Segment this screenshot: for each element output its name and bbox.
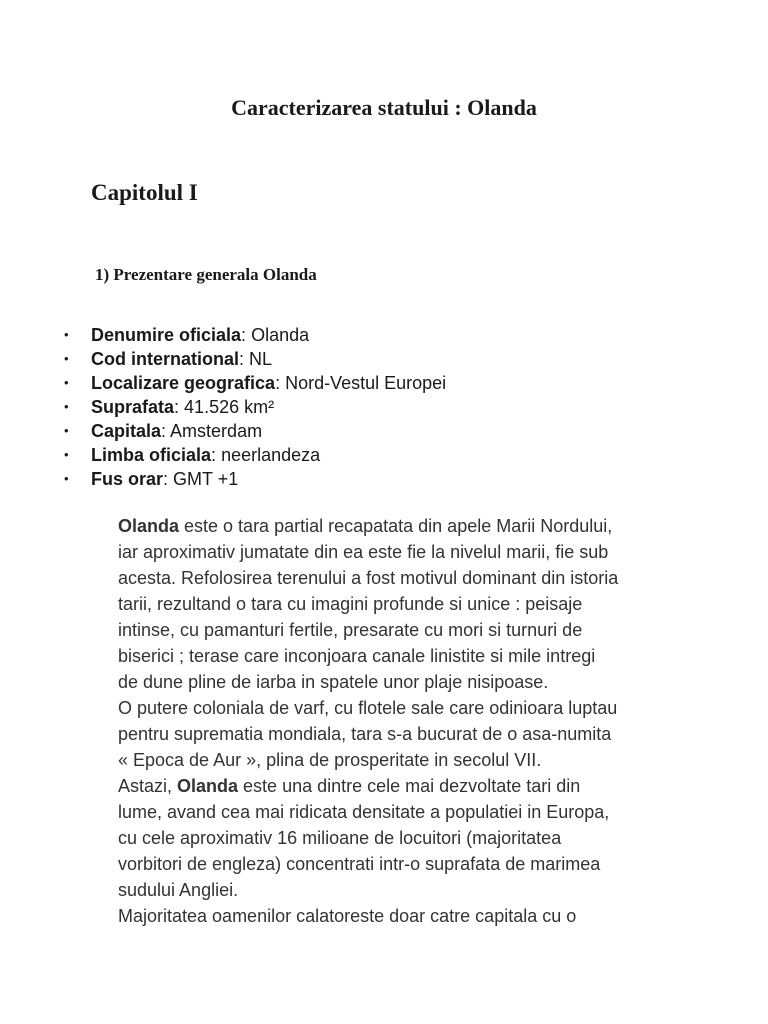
- fact-value: NL: [249, 349, 273, 369]
- intro-paragraph: [118, 513, 698, 929]
- fact-separator: :: [161, 421, 171, 441]
- fact-item: [91, 323, 446, 347]
- fact-value: Amsterdam: [170, 421, 263, 441]
- paragraph-line: pentru suprematia mondiala, tara s-a bucurat de o asa-numita: [118, 724, 612, 744]
- fact-key: Fus orar: [91, 469, 164, 489]
- paragraph-line: iar aproximativ jumatate din ea este fie la nivelul marii, fie sub: [118, 542, 609, 562]
- fact-key: Denumire oficiala: [91, 325, 242, 345]
- fact-item: [91, 371, 446, 395]
- fact-value: 41.526 km²: [184, 397, 275, 417]
- paragraph-line: de dune pline de iarba in spatele unor plaje nisipoase.: [118, 672, 549, 692]
- fact-item: [91, 395, 446, 419]
- paragraph-line: O putere coloniala de varf, cu flotele sale care odinioara luptau: [118, 698, 618, 718]
- paragraph-line: Majoritatea oamenilor calatoreste doar catre capitala cu o: [118, 906, 577, 926]
- fact-item: [91, 419, 446, 443]
- fact-key: Limba oficiala: [91, 445, 212, 465]
- fact-separator: :: [163, 469, 174, 489]
- country-name: Olanda: [177, 776, 239, 796]
- paragraph-line: vorbitori de engleza) concentrati intr-o suprafata de marimea: [118, 854, 601, 874]
- page-title: Caracterizarea statului : Olanda: [231, 95, 537, 120]
- facts-list: [91, 323, 446, 491]
- paragraph-line: biserici ; terase care inconjoara canale linistite si mile intregi: [118, 646, 596, 666]
- fact-key: Suprafata: [91, 397, 175, 417]
- fact-value: Olanda: [251, 325, 310, 345]
- fact-key: Localizare geografica: [91, 373, 276, 393]
- country-name: Olanda: [118, 516, 180, 536]
- fact-key: Cod international: [91, 349, 239, 369]
- paragraph-line: intinse, cu pamanturi fertile, presarate cu mori si turnuri de: [118, 620, 583, 640]
- paragraph-line: sudului Angliei.: [118, 880, 239, 900]
- section-title: 1) Prezentare generala Olanda: [95, 265, 317, 284]
- paragraph-line: tarii, rezultand o tara cu imagini profunde si unice : peisaje: [118, 594, 583, 614]
- chapter-title: Capitolul I: [91, 180, 198, 205]
- paragraph-line: Olanda este o tara partial recapatata din apele Marii Nordului,: [118, 516, 613, 536]
- fact-item: [91, 467, 446, 491]
- fact-item: [91, 443, 446, 467]
- fact-separator: :: [275, 373, 286, 393]
- fact-item: [91, 347, 446, 371]
- fact-separator: :: [174, 397, 185, 417]
- fact-value: neerlandeza: [221, 445, 321, 465]
- paragraph-line: Astazi, Olanda este una dintre cele mai dezvoltate tari din: [118, 776, 581, 796]
- paragraph-line: « Epoca de Aur », plina de prosperitate in secolul VII.: [118, 750, 542, 770]
- fact-value: Nord-Vestul Europei: [285, 373, 447, 393]
- fact-separator: :: [211, 445, 222, 465]
- fact-key: Capitala: [91, 421, 162, 441]
- fact-separator: :: [241, 325, 252, 345]
- fact-separator: :: [239, 349, 250, 369]
- paragraph-line: lume, avand cea mai ridicata densitate a populatiei in Europa,: [118, 802, 610, 822]
- paragraph-line: cu cele aproximativ 16 milioane de locuitori (majoritatea: [118, 828, 562, 848]
- fact-value: GMT +1: [173, 469, 239, 489]
- paragraph-line: acesta. Refolosirea terenului a fost motivul dominant din istoria: [118, 568, 619, 588]
